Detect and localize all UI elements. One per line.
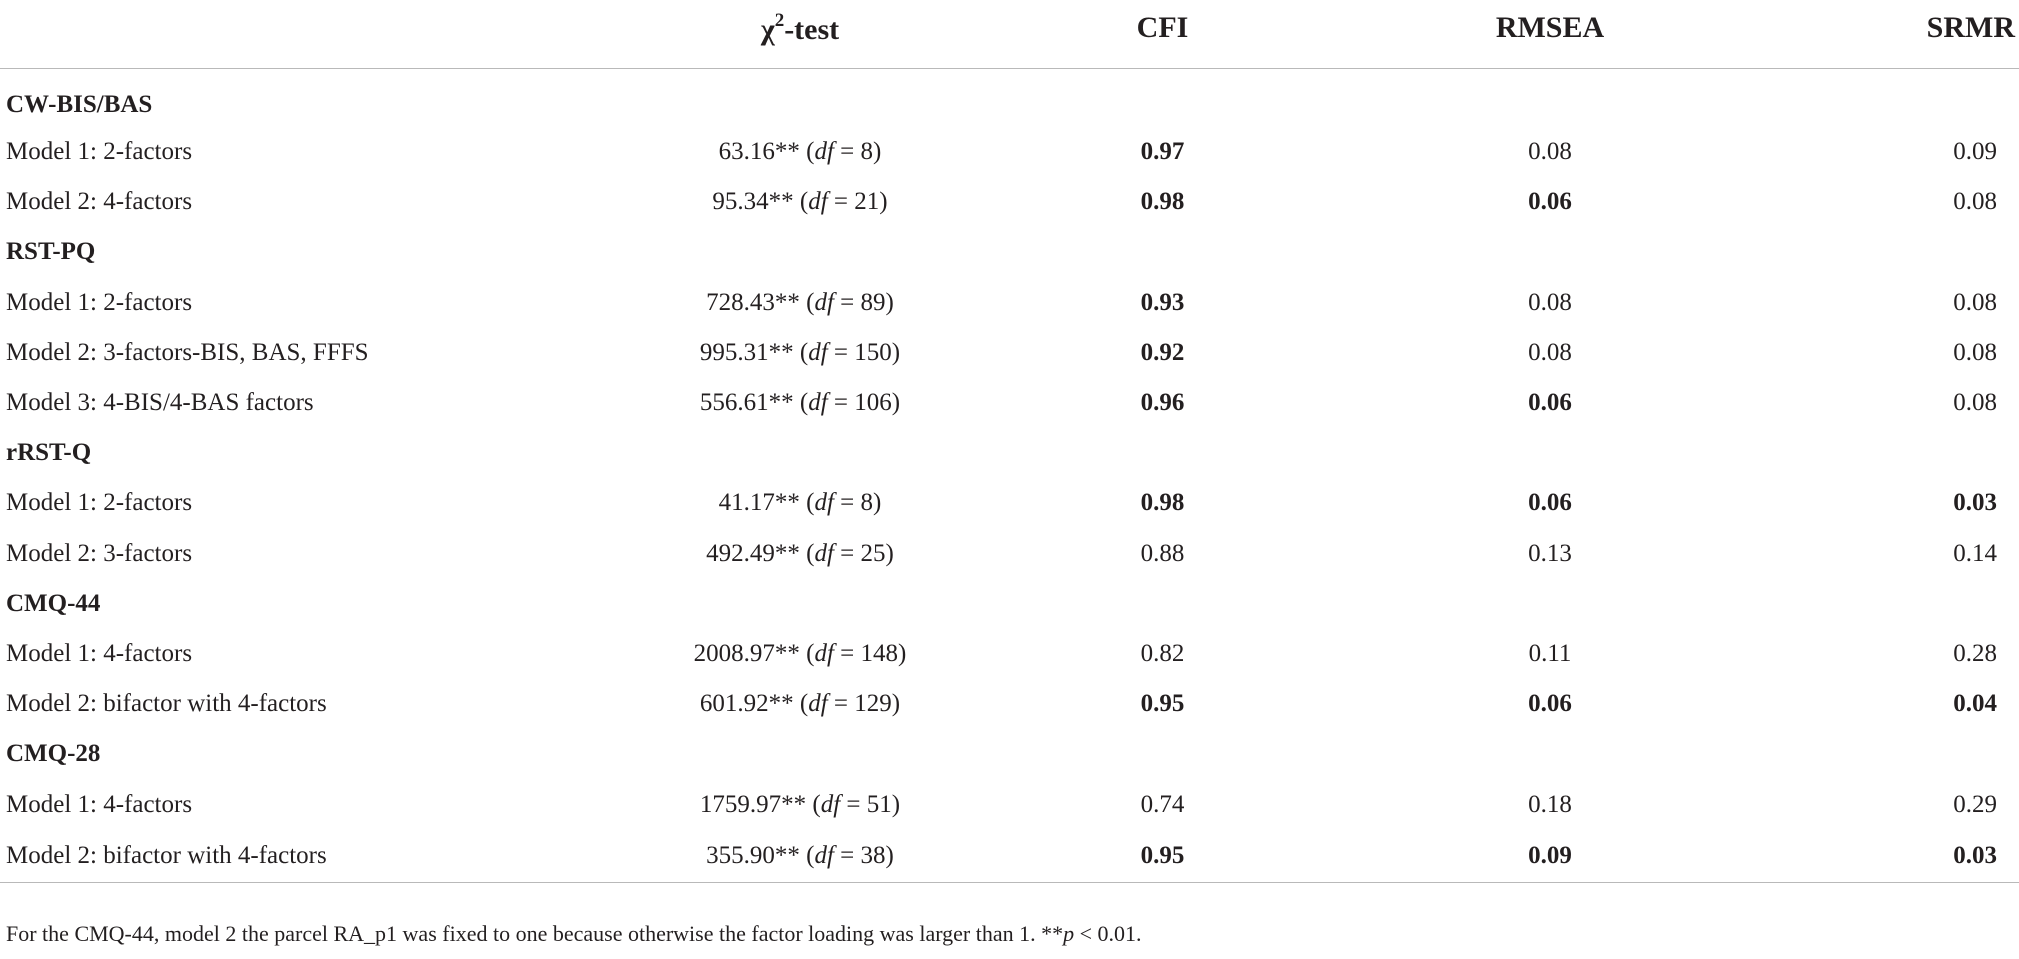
chi-square-value: 2008.97** — [693, 639, 800, 667]
srmr-cell-value: 0.08 — [1953, 188, 1997, 216]
df-value: 8 — [860, 138, 874, 166]
header-row — [0, 0, 2019, 69]
srmr-cell — [1735, 679, 2019, 729]
rmsea-cell — [1365, 679, 1735, 729]
footnote-text: For the CMQ-44, model 2 the parcel RA_p1 was fixed to one because otherwise the factor loading was larger than 1. ** — [6, 921, 1064, 946]
table-row — [0, 478, 2019, 528]
df-equals: = — [833, 288, 861, 316]
header-rmsea: RMSEA — [1365, 0, 1735, 69]
section-label — [0, 69, 640, 128]
empty-cell — [640, 729, 960, 779]
df-close: ) — [891, 389, 901, 417]
df-equals: = — [827, 389, 855, 417]
cfi-cell — [960, 127, 1365, 177]
rmsea-cell-value: 0.18 — [1528, 790, 1572, 818]
table-row — [0, 378, 2019, 428]
df-label: df — [814, 639, 834, 667]
chi-square-cell — [640, 278, 960, 328]
model-label-value: Model 3: 4-BIS/4-BAS factors — [6, 389, 314, 417]
rmsea-cell-value: 0.09 — [1528, 841, 1572, 869]
df-open: ( — [799, 639, 815, 667]
df-equals: = — [827, 188, 855, 216]
empty-cell — [1735, 579, 2019, 629]
rmsea-cell — [1365, 177, 1735, 227]
cfi-cell — [960, 478, 1365, 528]
df-value: 21 — [854, 188, 880, 216]
model-label-value: Model 1: 2-factors — [6, 288, 193, 316]
table-row — [0, 529, 2019, 579]
df-equals: = — [833, 639, 861, 667]
rmsea-cell — [1365, 629, 1735, 679]
df-open: ( — [799, 841, 815, 869]
rmsea-cell — [1365, 830, 1735, 883]
df-close: ) — [873, 489, 882, 517]
header-chi-square — [640, 0, 960, 69]
cfi-cell-value: 0.82 — [1140, 639, 1185, 667]
section-label — [0, 227, 640, 277]
empty-cell — [960, 227, 1365, 277]
cfi-cell-value: 0.95 — [1140, 841, 1185, 869]
table-row — [0, 830, 2019, 883]
cfi-cell-value: 0.95 — [1140, 690, 1185, 718]
rmsea-cell-value: 0.06 — [1528, 489, 1572, 517]
rmsea-cell — [1365, 328, 1735, 378]
empty-cell — [640, 428, 960, 478]
model-label — [0, 328, 640, 378]
chi-square-cell — [640, 378, 960, 428]
empty-cell — [640, 227, 960, 277]
table-body — [0, 69, 2019, 883]
model-label — [0, 830, 640, 883]
empty-cell — [1735, 227, 2019, 277]
chi-square-value: 95.34** — [712, 188, 794, 216]
df-label: df — [814, 841, 834, 869]
section-row — [0, 69, 2019, 128]
df-close: ) — [885, 288, 894, 316]
srmr-cell-value: 0.08 — [1953, 288, 1997, 316]
df-open: ( — [793, 389, 809, 417]
srmr-cell-value: 0.08 — [1953, 389, 1997, 417]
rmsea-cell-value: 0.11 — [1528, 639, 1572, 667]
df-value: 106 — [854, 389, 892, 417]
cfi-cell — [960, 177, 1365, 227]
chi-square-cell — [640, 177, 960, 227]
cfi-cell — [960, 679, 1365, 729]
rmsea-cell-value: 0.08 — [1528, 338, 1572, 366]
empty-cell — [1735, 729, 2019, 779]
table-footnote — [6, 921, 1142, 947]
df-label: df — [808, 188, 828, 216]
rmsea-cell — [1365, 127, 1735, 177]
empty-cell — [960, 579, 1365, 629]
chi-square-cell — [640, 830, 960, 883]
df-label: df — [814, 138, 834, 166]
empty-cell — [640, 69, 960, 128]
df-open: ( — [799, 539, 815, 567]
model-label — [0, 478, 640, 528]
df-value: 51 — [866, 790, 892, 818]
srmr-cell — [1735, 529, 2019, 579]
empty-cell — [1365, 69, 1735, 128]
cfi-cell-value: 0.98 — [1140, 489, 1185, 517]
df-close: ) — [898, 639, 907, 667]
section-row — [0, 428, 2019, 478]
section-label-value: RST-PQ — [6, 238, 96, 266]
model-label — [0, 177, 640, 227]
df-equals: = — [827, 338, 855, 366]
chi-square-cell — [640, 679, 960, 729]
model-label-value: Model 2: 3-factors — [6, 539, 193, 567]
df-close: ) — [891, 690, 901, 718]
chi-square-cell — [640, 328, 960, 378]
table-row — [0, 679, 2019, 729]
cfi-cell-value: 0.88 — [1140, 539, 1185, 567]
df-label: df — [808, 338, 828, 366]
df-label: df — [820, 790, 841, 818]
srmr-cell — [1735, 278, 2019, 328]
empty-cell — [1365, 227, 1735, 277]
df-open: ( — [793, 188, 809, 216]
empty-cell — [960, 729, 1365, 779]
chi-square-value: 601.92** — [699, 690, 794, 718]
model-label-value: Model 2: bifactor with 4-factors — [6, 841, 327, 869]
df-close: ) — [873, 138, 882, 166]
cfi-cell — [960, 328, 1365, 378]
model-label — [0, 529, 640, 579]
chi-square-value: 63.16** — [718, 138, 800, 166]
table-row — [0, 177, 2019, 227]
chi-square-cell — [640, 127, 960, 177]
df-open: ( — [799, 138, 815, 166]
df-value: 150 — [854, 338, 892, 366]
empty-cell — [1365, 579, 1735, 629]
cfi-cell — [960, 779, 1365, 829]
rmsea-cell-value: 0.13 — [1528, 539, 1572, 567]
model-label — [0, 127, 640, 177]
srmr-cell-value: 0.03 — [1953, 841, 1997, 869]
df-open: ( — [799, 489, 815, 517]
srmr-cell — [1735, 629, 2019, 679]
df-equals: = — [827, 690, 855, 718]
chi-square-cell — [640, 629, 960, 679]
chi-square-cell — [640, 478, 960, 528]
table-row — [0, 328, 2019, 378]
df-label: df — [808, 690, 828, 718]
model-label — [0, 779, 640, 829]
chi-square-value: 556.61** — [699, 389, 794, 417]
srmr-cell — [1735, 478, 2019, 528]
model-label — [0, 378, 640, 428]
footnote-p-value: < 0.01. — [1074, 921, 1142, 946]
model-label-value: Model 1: 4-factors — [6, 790, 193, 818]
srmr-cell — [1735, 779, 2019, 829]
df-equals: = — [840, 790, 867, 818]
header-srmr: SRMR — [1735, 0, 2019, 69]
cfi-cell-value: 0.96 — [1140, 389, 1185, 417]
model-label — [0, 629, 640, 679]
df-value: 8 — [860, 489, 874, 517]
section-label — [0, 729, 640, 779]
srmr-cell-value: 0.03 — [1953, 489, 1997, 517]
table-row — [0, 629, 2019, 679]
section-label-value: CMQ-44 — [6, 589, 101, 617]
table-row — [0, 278, 2019, 328]
empty-cell — [960, 69, 1365, 128]
srmr-cell-value: 0.28 — [1953, 639, 1997, 667]
section-label — [0, 579, 640, 629]
cfi-cell-value: 0.97 — [1140, 138, 1185, 166]
df-label: df — [814, 539, 834, 567]
rmsea-cell — [1365, 378, 1735, 428]
srmr-cell — [1735, 328, 2019, 378]
df-value: 89 — [860, 288, 886, 316]
df-open: ( — [793, 690, 809, 718]
srmr-cell-value: 0.29 — [1953, 790, 1997, 818]
chi-square-value: 355.90** — [706, 841, 800, 869]
df-open: ( — [793, 338, 809, 366]
section-label — [0, 428, 640, 478]
model-label-value: Model 2: bifactor with 4-factors — [6, 690, 327, 718]
chi-square-value: 995.31** — [699, 338, 794, 366]
srmr-cell-value: 0.04 — [1953, 690, 1997, 718]
srmr-cell — [1735, 127, 2019, 177]
model-label-value: Model 1: 4-factors — [6, 639, 193, 667]
empty-cell — [960, 428, 1365, 478]
chi-square-value: 492.49** — [706, 539, 800, 567]
chi-suffix: -test — [784, 12, 840, 46]
cfi-cell-value: 0.98 — [1140, 188, 1185, 216]
df-equals: = — [833, 489, 861, 517]
cfi-cell-value: 0.92 — [1140, 338, 1185, 366]
cfi-cell — [960, 378, 1365, 428]
cfi-cell — [960, 278, 1365, 328]
srmr-cell — [1735, 378, 2019, 428]
table-row — [0, 127, 2019, 177]
header-cfi: CFI — [960, 0, 1365, 69]
df-value: 129 — [854, 690, 892, 718]
table-row — [0, 779, 2019, 829]
empty-cell — [640, 579, 960, 629]
srmr-cell-value: 0.08 — [1953, 338, 1997, 366]
df-close: ) — [879, 188, 888, 216]
empty-cell — [1735, 69, 2019, 128]
empty-cell — [1365, 428, 1735, 478]
rmsea-cell — [1365, 529, 1735, 579]
chi-square-value: 728.43** — [706, 288, 800, 316]
rmsea-cell — [1365, 278, 1735, 328]
df-label: df — [814, 489, 834, 517]
cfi-cell — [960, 529, 1365, 579]
cfi-cell — [960, 629, 1365, 679]
srmr-cell-value: 0.09 — [1953, 138, 1997, 166]
model-label-value: Model 2: 3-factors-BIS, BAS, FFFS — [6, 338, 369, 366]
header-model — [0, 0, 640, 69]
model-label-value: Model 1: 2-factors — [6, 489, 193, 517]
rmsea-cell — [1365, 478, 1735, 528]
df-equals: = — [833, 138, 861, 166]
model-label-value: Model 1: 2-factors — [6, 138, 193, 166]
empty-cell — [1735, 428, 2019, 478]
chi-square-cell — [640, 529, 960, 579]
section-label-value: rRST-Q — [6, 439, 92, 467]
model-label-value: Model 2: 4-factors — [6, 188, 193, 216]
chi-square-value: 1759.97** — [699, 790, 807, 818]
cfi-cell-value: 0.74 — [1140, 790, 1185, 818]
df-label: df — [808, 389, 828, 417]
df-close: ) — [885, 539, 894, 567]
cfi-cell-value: 0.93 — [1140, 288, 1185, 316]
df-open: ( — [806, 790, 821, 818]
df-value: 148 — [860, 639, 899, 667]
srmr-cell — [1735, 830, 2019, 883]
section-label-value: CMQ-28 — [6, 740, 101, 768]
cfi-cell — [960, 830, 1365, 883]
df-close: ) — [891, 790, 901, 818]
empty-cell — [1365, 729, 1735, 779]
chi-square-cell — [640, 779, 960, 829]
section-row — [0, 579, 2019, 629]
model-label — [0, 679, 640, 729]
df-label: df — [814, 288, 834, 316]
srmr-cell — [1735, 177, 2019, 227]
rmsea-cell — [1365, 779, 1735, 829]
footnote-p-symbol: p — [1063, 921, 1075, 946]
df-value: 38 — [860, 841, 886, 869]
table-header — [0, 0, 2019, 69]
df-close: ) — [891, 338, 901, 366]
df-equals: = — [833, 841, 861, 869]
df-value: 25 — [860, 539, 886, 567]
section-row — [0, 729, 2019, 779]
chi-superscript: 2 — [774, 9, 785, 31]
chi-square-value: 41.17** — [718, 489, 800, 517]
rmsea-cell-value: 0.06 — [1528, 389, 1572, 417]
section-label-value: CW-BIS/BAS — [6, 91, 153, 118]
rmsea-cell-value: 0.06 — [1528, 188, 1572, 216]
df-close: ) — [885, 841, 894, 869]
srmr-cell-value: 0.14 — [1953, 539, 1997, 567]
section-row — [0, 227, 2019, 277]
rmsea-cell-value: 0.06 — [1528, 690, 1572, 718]
model-label — [0, 278, 640, 328]
df-open: ( — [799, 288, 815, 316]
df-equals: = — [833, 539, 861, 567]
rmsea-cell-value: 0.08 — [1528, 288, 1572, 316]
rmsea-cell-value: 0.08 — [1528, 138, 1572, 166]
chi-symbol: χ — [760, 12, 775, 46]
